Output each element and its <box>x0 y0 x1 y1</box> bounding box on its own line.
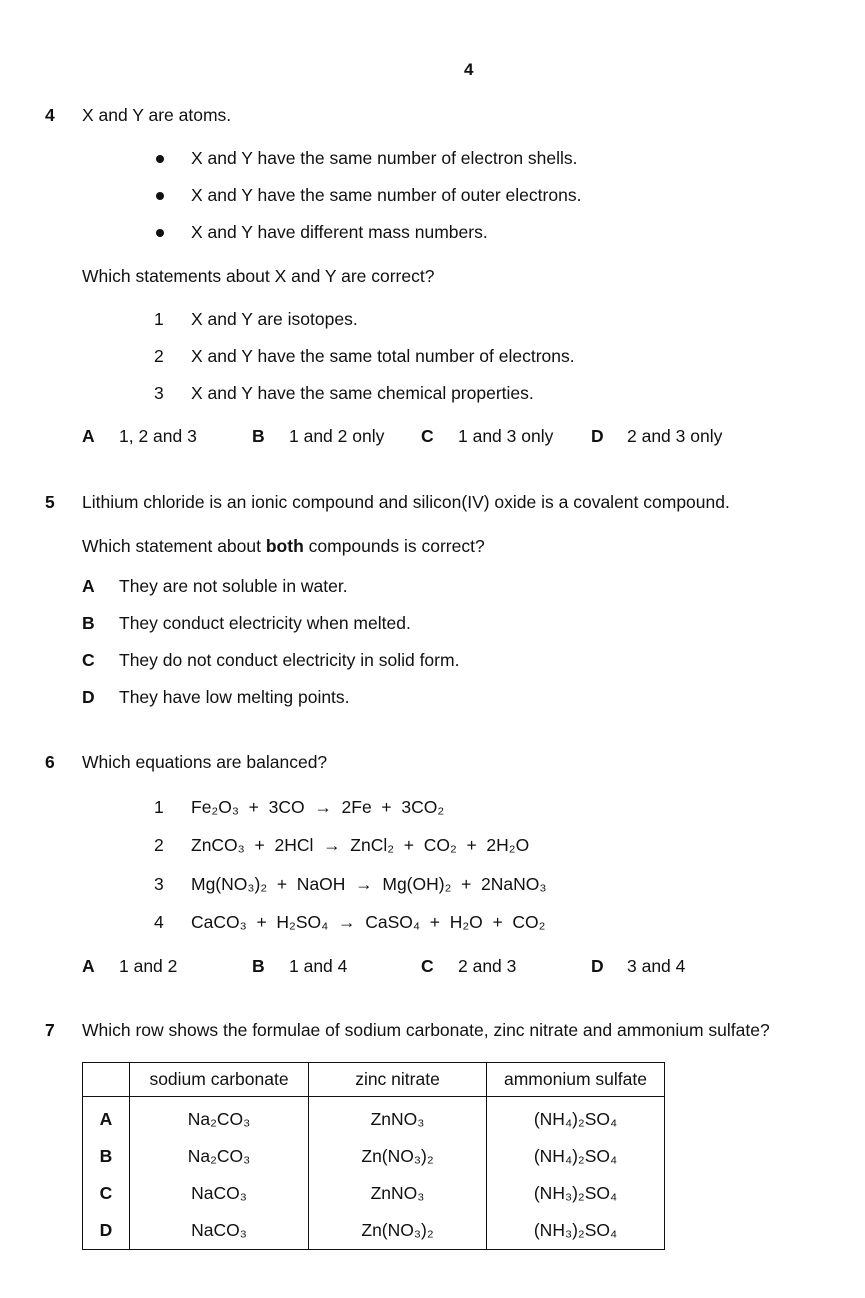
question-number: 4 <box>45 105 55 125</box>
question-stem: X and Y are atoms. <box>82 105 232 125</box>
statement-text: X and Y have the same chemical properties. <box>191 383 534 403</box>
table-cell: Zn(NO₃)₂ <box>309 1212 487 1250</box>
equation: ZnCO₃ + 2HCl → ZnCl₂ + CO₂ + 2H₂O <box>191 835 530 855</box>
page-number: 4 <box>464 60 474 79</box>
equation-number: 3 <box>154 874 164 894</box>
row-letter: A <box>83 1097 130 1139</box>
row-letter: D <box>83 1212 130 1250</box>
option-d[interactable]: They have low melting points. <box>119 687 350 707</box>
option-c[interactable]: 2 and 3 <box>458 956 517 976</box>
option-letter: D <box>591 426 604 446</box>
option-a[interactable]: 1 and 2 <box>119 956 178 976</box>
equation: CaCO₃ + H₂SO₄ → CaSO₄ + H₂O + CO₂ <box>191 912 546 932</box>
table-cell: (NH₄)₂SO₄ <box>487 1097 665 1139</box>
option-letter: A <box>82 956 95 976</box>
table-cell: ZnNO₃ <box>309 1097 487 1139</box>
option-c[interactable]: 1 and 3 only <box>458 426 554 446</box>
option-letter: B <box>252 426 265 446</box>
option-letter: A <box>82 576 95 596</box>
question-text: Which row shows the formulae of sodium carbonate, zinc nitrate and ammonium sulfate? <box>82 1020 770 1040</box>
table-header: sodium carbonate <box>130 1063 309 1097</box>
option-b[interactable]: 1 and 2 only <box>289 426 385 446</box>
table-header-row <box>83 1063 665 1097</box>
bullet-item: X and Y have the same number of outer electrons. <box>191 185 582 205</box>
option-letter: D <box>82 687 95 707</box>
table-cell: NaCO₃ <box>130 1175 309 1212</box>
option-letter: C <box>82 650 95 670</box>
equation: Fe₂O₃ + 3CO → 2Fe + 3CO₂ <box>191 797 445 817</box>
statement-number: 1 <box>154 309 164 329</box>
table-row[interactable] <box>83 1097 665 1139</box>
option-a[interactable]: 1, 2 and 3 <box>119 426 197 446</box>
table-cell: (NH₃)₂SO₄ <box>487 1212 665 1250</box>
equation: Mg(NO₃)₂ + NaOH → Mg(OH)₂ + 2NaNO₃ <box>191 874 547 894</box>
table-cell: Na₂CO₃ <box>130 1097 309 1139</box>
table-header <box>83 1063 130 1097</box>
option-a[interactable]: They are not soluble in water. <box>119 576 348 596</box>
statement-number: 3 <box>154 383 164 403</box>
question-text-part: Which statement about <box>82 536 266 556</box>
table-cell: Na₂CO₃ <box>130 1138 309 1175</box>
bullet-item: X and Y have the same number of electron shells. <box>191 148 578 168</box>
question-stem: Lithium chloride is an ionic compound and silicon(IV) oxide is a covalent compound. <box>82 492 730 512</box>
table-cell: (NH₃)₂SO₄ <box>487 1175 665 1212</box>
table-header: ammonium sulfate <box>487 1063 665 1097</box>
question-text-part: compounds is correct? <box>303 536 485 556</box>
question-text: Which statements about X and Y are correct? <box>82 266 435 286</box>
bullet-icon <box>156 229 164 237</box>
table-cell: NaCO₃ <box>130 1212 309 1250</box>
question-number: 5 <box>45 492 55 512</box>
formula-table <box>82 1062 665 1250</box>
equation-number: 2 <box>154 835 164 855</box>
table-cell: Zn(NO₃)₂ <box>309 1138 487 1175</box>
bullet-icon <box>156 155 164 163</box>
question-number: 7 <box>45 1020 55 1040</box>
table-row[interactable] <box>83 1212 665 1250</box>
option-letter: B <box>252 956 265 976</box>
option-d[interactable]: 2 and 3 only <box>627 426 723 446</box>
question-text <box>82 536 485 557</box>
option-b[interactable]: 1 and 4 <box>289 956 348 976</box>
bullet-icon <box>156 192 164 200</box>
equation-number: 4 <box>154 912 164 932</box>
bullet-item: X and Y have different mass numbers. <box>191 222 488 242</box>
option-letter: D <box>591 956 604 976</box>
row-letter: C <box>83 1175 130 1212</box>
statement-text: X and Y are isotopes. <box>191 309 358 329</box>
option-letter: B <box>82 613 95 633</box>
table-cell: ZnNO₃ <box>309 1175 487 1212</box>
option-d[interactable]: 3 and 4 <box>627 956 686 976</box>
question-number: 6 <box>45 752 55 772</box>
table-cell: (NH₄)₂SO₄ <box>487 1138 665 1175</box>
row-letter: B <box>83 1138 130 1175</box>
option-c[interactable]: They do not conduct electricity in solid form. <box>119 650 460 670</box>
emphasis: both <box>265 536 304 556</box>
option-letter: C <box>421 956 434 976</box>
table-row[interactable] <box>83 1138 665 1175</box>
equation-number: 1 <box>154 797 164 817</box>
option-letter: C <box>421 426 434 446</box>
question-text: Which equations are balanced? <box>82 752 328 772</box>
statement-number: 2 <box>154 346 164 366</box>
option-letter: A <box>82 426 95 446</box>
option-b[interactable]: They conduct electricity when melted. <box>119 613 411 633</box>
statement-text: X and Y have the same total number of electrons. <box>191 346 575 366</box>
table-row[interactable] <box>83 1175 665 1212</box>
table-header: zinc nitrate <box>309 1063 487 1097</box>
